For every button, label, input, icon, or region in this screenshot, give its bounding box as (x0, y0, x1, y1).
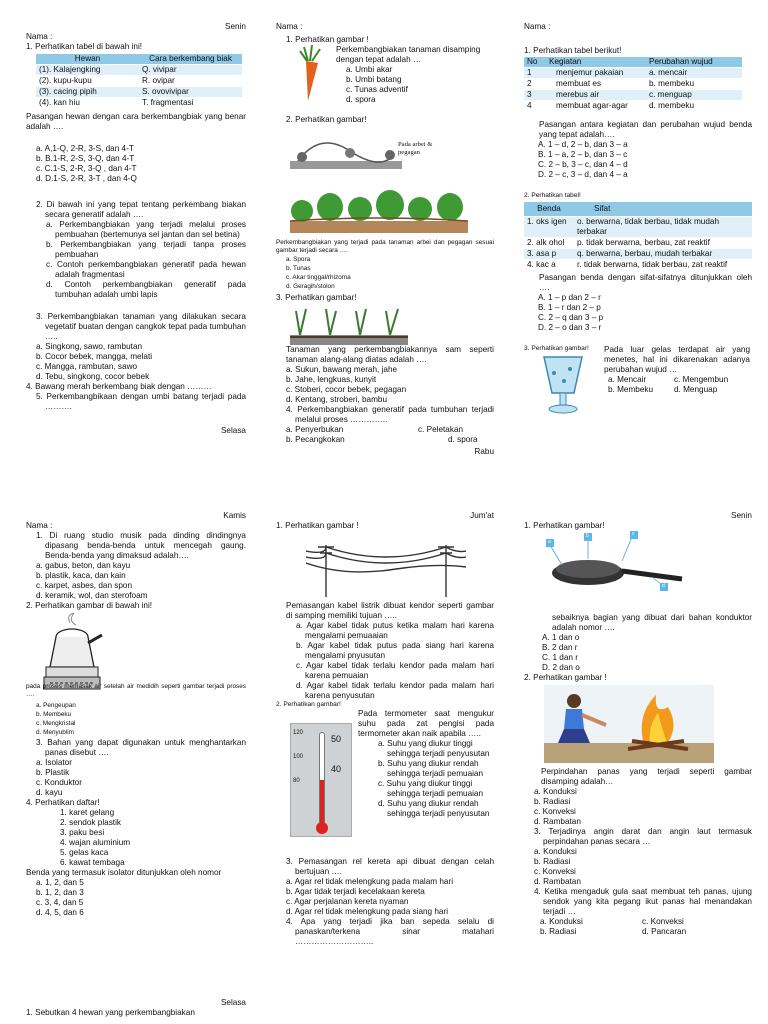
option: c. 3, 4, dan 5 (36, 897, 84, 907)
worksheet-col3 (524, 22, 752, 421)
frying-pan-image (542, 531, 692, 593)
option: d. kayu (36, 787, 63, 797)
option: d. Rambatan (534, 817, 581, 826)
option: C. 1 dan r (542, 653, 578, 662)
option: c. Peletakan (418, 424, 464, 434)
table-header: Benda (524, 202, 574, 216)
option: D. 2 – o dan 3 – r (538, 322, 602, 332)
option: a. Agar kabel tidak putus ketika malam hari karena mengalami pemuaaian (296, 621, 494, 640)
table-cell: b. membeku (646, 79, 742, 90)
question-1: 1. Perhatikan gambar ! (286, 35, 369, 44)
question-5: 5. Perkembangbikaan dengan umbi batang terjadi pada ………. (36, 392, 246, 412)
question-4: 4. Perhatikan daftar! (26, 797, 100, 807)
option: a. Konduksi (540, 917, 583, 926)
option: a. Sukun, bawang merah, jahe (286, 364, 398, 374)
question-2: 2. Perhatikan gambar di bawah ini! (26, 601, 153, 610)
table-header: Sifat (574, 202, 752, 216)
pan-label: d (662, 583, 665, 589)
list-item: 5. gelas kaca (60, 847, 109, 857)
list-item: 2. sendok plastik (60, 817, 121, 827)
option: b. Suhu yang diukur rendah sehingga terjadi pemuaian (378, 759, 484, 779)
option: d. 4, 5, dan 6 (36, 907, 84, 917)
table-cell: c. menguap (646, 90, 742, 101)
table-cell: 3. asa p (524, 248, 574, 259)
strawberry-runner-image (290, 131, 402, 173)
question-2: 2. Perhatikan gambar! (286, 115, 367, 124)
option: C. 2 – b, 3 – c, dan 4 – d (538, 160, 628, 170)
worksheet-kamis (26, 511, 246, 918)
glass-image (540, 353, 586, 415)
option: C. 2 – q dan 3 – p (538, 312, 604, 322)
table-header: Perubahan wujud (646, 57, 742, 68)
option: d. keramik, wol, dan sterofoam (36, 591, 148, 600)
list-item: 4. wajan aluminium (60, 837, 131, 847)
option: a. Penyerbukan (286, 424, 344, 434)
question-1: 1. Perhatikan tabel di bawah ini! (26, 42, 143, 51)
option: a. Mencair (608, 374, 647, 384)
question-1: 1. Perhatikan tabel berikut! (524, 46, 622, 55)
option: a. Perkembangbiakan yang terjadi melalui proses pembuahan (bertemunya sel jantan dan sel betina) (46, 220, 246, 240)
question-text: Pasangan benda dengan sifat-sifatnya ditunjukkan oleh …. (539, 272, 752, 292)
table-cell: membuat agar-agar (546, 101, 646, 112)
option: a. Singkong, sawo, rambutan (36, 342, 143, 352)
question-text: Benda yang termasuk isolator ditunjukkan oleh nomor (26, 867, 222, 877)
name-field: Nama : (26, 521, 53, 530)
question-text: Tanaman yang perkembangbiakannya sam seperti tanaman alang-alang diatas adalah …. (286, 344, 494, 364)
question-text: Pemasangan kabel listrik dibuat kendor seperti gambar di samping memiliki tujuan ….. (286, 601, 494, 620)
figure-label: Pada arbei & pegagan (398, 141, 433, 157)
worksheet-selasa (26, 998, 246, 1018)
table-cell: (1). Kalajengking (36, 65, 139, 76)
alang-alang-image (290, 305, 408, 345)
question-2: 2. Di bawah ini yang tepat tentang perkembang biakan secara generatif adalah …. (36, 200, 246, 220)
table-cell: membuat es (546, 79, 646, 90)
option: b. Radiasi (540, 927, 577, 936)
activity-table (524, 57, 742, 112)
option: b. Agar tidak terjadi kecelakaan kereta (286, 887, 425, 897)
option: c. Mangga, rambutan, sawo (36, 362, 138, 372)
footer-day: Selasa (220, 426, 246, 436)
option: b. Radiasi (534, 857, 571, 866)
table-cell: p. tidak berwarna, berbau, zat reaktif (574, 237, 752, 248)
table-cell: 3 (524, 90, 546, 101)
table-cell: r. tidak berwarna, tidak berbau, zat reaktif (574, 259, 752, 270)
option: b. Perkembangbiakan yang terjadi tanpa proses pembuahan (46, 240, 246, 260)
table-cell: q. berwarna, berbau, mudah terbakar (574, 248, 752, 259)
table-header: Kegiatan (546, 57, 646, 68)
option: b. Agar kabel tidak putus pada siang hari karena mengalami pnyusutan (296, 641, 494, 660)
option: c. Akar tinggal/rhizoma (286, 274, 351, 282)
option: d. Pancaran (642, 927, 687, 936)
option: A. 1 – d, 2 – b, dan 3 – a (538, 140, 628, 150)
table-header: Hewan (36, 54, 139, 65)
table-cell: merebus air (546, 90, 646, 101)
option: d. Tebu, singkong, cocor bebek (36, 372, 150, 382)
option: d. Menguap (674, 384, 718, 394)
question-1: 1. Di ruang studio musik pada dinding dindingnya dipasang benda-benda untuk mencegah gaung. Benda-benda yang dimaksud adalah…. (36, 531, 246, 560)
question-2: 2. Perhatikan tabel! (524, 192, 581, 200)
campfire-image (544, 685, 714, 763)
option: A. 1 dan o (542, 633, 580, 642)
thermometer-label: 40 (331, 764, 342, 775)
question-3: 3. Perhatikan gambar! (276, 292, 357, 302)
option: D. 2 dan o (542, 663, 580, 672)
table-cell: (2). kupu-kupu (36, 76, 139, 87)
table-cell: 4. kac a (524, 259, 574, 270)
day-label: Jum'at (470, 511, 494, 520)
option: a. Agar rel tidak melengkung pada malam hari (286, 877, 454, 887)
question-text: Pasangan hewan dengan cara berkembangbiak yang benar adalah …. (26, 112, 246, 132)
boiling-kettle-image (40, 613, 106, 693)
option: b. Tunas (286, 264, 311, 272)
list-item: 1. karet gelang (60, 807, 115, 817)
option: b. Plastik (36, 767, 70, 777)
option: c. Agar perjalanan kereta nyaman (286, 897, 409, 907)
thermometer-label: 80 (293, 778, 300, 785)
option: b. Pecangkokan (286, 434, 345, 444)
option: B. 1 – a, 2 – b, dan 3 – c (538, 150, 628, 160)
option: c. Stoberi, cocor bebek, pegagan (286, 384, 407, 394)
option: b. Membeku (608, 384, 654, 394)
question-3: 3. Terjadinya angin darat dan angin laut termasuk perpindahan panas secara … (534, 827, 752, 846)
thermometer-image (290, 723, 352, 837)
table-cell: Q. vivipar (139, 65, 242, 76)
question-3: 3. Perkembangbiakan tanaman yang dilakukan secara vegetatif buatan dengan cangkok tepat pada tumbuhan ….. (36, 312, 246, 342)
animal-table (36, 54, 242, 109)
option: a. Suhu yang diukur tinggi sehingga terjadi penyusutan (378, 739, 490, 759)
option: b. 1, 2, dan 3 (36, 887, 84, 897)
day-label: Selasa (220, 998, 246, 1007)
option: a. Spora (286, 255, 311, 263)
option: b. Jahe, lengkuas, kunyit (286, 374, 377, 384)
question-3: 3. Bahan yang dapat digunakan untuk menghantarkan panas disebut …. (36, 737, 246, 757)
option: b. Radiasi (534, 797, 571, 806)
table-cell: 4 (524, 101, 546, 112)
table-header: No (524, 57, 546, 68)
question-3: 3. Perhatikan gambar! (524, 344, 589, 352)
question-1: 1. Perhatikan gambar ! (276, 521, 359, 530)
option: a. Isolator (36, 757, 72, 767)
question-2: 2. Perhatikan gambar ! (524, 673, 607, 682)
question-text: Perkembangbiakan yang terjadi pada tanaman arbei dan pegagan sesuai gambar terjadi secara …. (276, 239, 494, 254)
question-1: 1. Perhatikan gambar! (524, 521, 605, 530)
option: a. Umbi akar (346, 65, 393, 74)
option: c. Contoh perkembangbiakan generatif pada hewan adalah fragmentasi (46, 260, 246, 280)
name-field: Nama : (26, 32, 53, 41)
option: c. Tunas adventif (346, 85, 408, 94)
option: D. 2 – c, 3 – d, dan 4 – a (538, 170, 628, 180)
table-cell: T. fragmentasi (139, 98, 242, 109)
question-text: pada proses memasak air setelah air medidih seperti gambar terjadi proses …. (26, 683, 246, 698)
table-cell: 2. alk ohol (524, 237, 574, 248)
question-4: 4. Perkembangbiakan generatif pada tumbuhan terjadi melalui proses ………….. (286, 404, 494, 424)
option: d. Rambatan (534, 877, 581, 886)
pan-label: c (632, 531, 635, 537)
option: A. 1 – p dan 2 – r (538, 292, 601, 302)
question-4: 4. Apa yang terjadi jika ban sepeda selalu di panaskan/terkena sinar matahari ……………………….. (286, 917, 494, 947)
question-text: Pada termometer saat mengukur suhu pada zat pengisi pada termometer akan naik apabila ….. (358, 709, 494, 739)
option: b. Membeku (36, 710, 72, 718)
table-cell: R. ovipar (139, 76, 242, 87)
option: b. Umbi batang (346, 75, 402, 84)
option: a. 1, 2, dan 5 (36, 877, 84, 887)
option: d. Menyublim (36, 729, 75, 737)
question-text: Perpindahan panas yang terjadi seperti gambar disamping adalah… (541, 767, 752, 786)
thermometer-label: 120 (293, 730, 304, 737)
substance-table (524, 202, 752, 271)
option: c. Mengkristal (36, 720, 76, 728)
worksheet-col2 (276, 22, 494, 457)
question-4: 4. Bawang merah berkembang biak dengan ……… (26, 382, 212, 392)
footer-day: Rabu (474, 446, 494, 456)
question-2: 2. Perhatikan gambar! (276, 701, 341, 708)
worksheet-senin-2 (524, 511, 752, 937)
option: d. Contoh perkembangbiakan generatif pada tumbuhan adalah umbi lapis (46, 280, 246, 300)
question-3: 3. Pemasangan rel kereta api dibuat dengan celah bertujuan …. (286, 857, 494, 877)
option: d. spora (346, 95, 376, 104)
day-label: Senin (731, 511, 752, 520)
thermometer-label: 100 (293, 754, 304, 761)
option: d. Kentang, stroberi, bambu (286, 394, 388, 404)
option: a. Konduksi (534, 787, 577, 796)
carrot-image (294, 45, 328, 103)
option: d. Agar rel tidak melengkung pada siang hari (286, 907, 449, 917)
option: d. Agar kabel tidak terlalu kendor pada malam hari karena penyusutan (296, 681, 494, 700)
question-text: Perkembangbiakan tanaman disamping dengan tepat adalah … (336, 45, 481, 64)
option: c. Konveksi (534, 807, 576, 816)
power-lines-image (306, 537, 466, 599)
option: B. 1 – r dan 2 – p (538, 302, 601, 312)
table-cell: o. berwarna, tidak berbau, tidak mudah terbakar (574, 216, 752, 237)
question-text: Pasangan antara kegiatan dan perubahan wujud benda yang tepat adalah…. (539, 120, 752, 140)
option: a. Pengeupan (36, 701, 76, 709)
table-cell: 1. oks igen (524, 216, 574, 237)
option: d. spora (448, 434, 478, 444)
question-4: 4. Ketika mengaduk gula saat membuat teh panas, ujung sendok yang kita pegang ikut panas hal menandakan terjadi … (534, 887, 752, 916)
question-text: Pada luar gelas terdapat air yang menetes, hal ini dikarenakan adanya perubahan wujud … (604, 344, 750, 374)
option: c. Agar kabel tidak terlalu kendor pada malam hari karena pemuaian (296, 661, 494, 680)
table-header: Cara berkembang biak (139, 54, 242, 65)
list-item: 3. paku besi (60, 827, 105, 837)
table-cell: S. ovovivipar (139, 87, 242, 98)
table-cell: a. mencair (646, 68, 742, 79)
option: c. C.1-S, 2-R, 3-Q , dan 4-T (36, 164, 137, 174)
table-cell: d. membeku (646, 101, 742, 112)
option: c. Suhu yang diukur tinggi sehingga terjadi pemuaian (378, 779, 484, 799)
option: c. Mengembun (674, 374, 729, 384)
table-cell: (4). kan hiu (36, 98, 139, 109)
pegagan-plants-image (290, 185, 468, 233)
name-field: Nama : (276, 22, 303, 31)
list-item: 6. kawat tembaga (60, 857, 125, 867)
worksheet-jumat (276, 511, 494, 947)
option: a. Konduksi (534, 847, 577, 856)
pan-label: a (548, 539, 551, 545)
option: d. Suhu yang diukur rendah sehingga terjadi penyusutan (378, 799, 490, 819)
table-cell: 1 (524, 68, 546, 79)
option: b. Cocor bebek, mangga, melati (36, 352, 153, 362)
day-label: Senin (225, 22, 246, 31)
option: c. karpet, asbes, dan spon (36, 581, 133, 590)
option: B. 2 dan r (542, 643, 578, 652)
name-field: Nama : (524, 22, 551, 31)
option: a. A,1-Q, 2-R, 3-S, dan 4-T (36, 144, 134, 154)
day-label: Kamis (223, 511, 246, 520)
option: b. B.1-R, 2-S, 3-Q, dan 4-T (36, 154, 135, 164)
option: b. plastik, kaca, dan kain (36, 571, 126, 580)
table-cell: (3). cacing pipih (36, 87, 139, 98)
option: d. Geragih/stolon (286, 283, 335, 291)
option: a. gabus, beton, dan kayu (36, 561, 131, 570)
option: c. Konveksi (534, 867, 576, 876)
worksheet-senin (26, 22, 246, 436)
option: c. Konduktor (36, 777, 82, 787)
option: c. Konveksi (642, 917, 684, 926)
question-text: sebaiknya bagian yang dibuat dari bahan konduktor adalah nomor …. (552, 613, 752, 632)
question-1: 1. Sebutkan 4 hewan yang perkembangbiakan (26, 1008, 195, 1017)
option: d. D.1-S, 2-R, 3-T , dan 4-Q (36, 174, 137, 184)
table-cell: 2 (524, 79, 546, 90)
pan-label: b (586, 533, 589, 539)
table-cell: menjemur pakaian (546, 68, 646, 79)
thermometer-label: 50 (331, 734, 342, 745)
